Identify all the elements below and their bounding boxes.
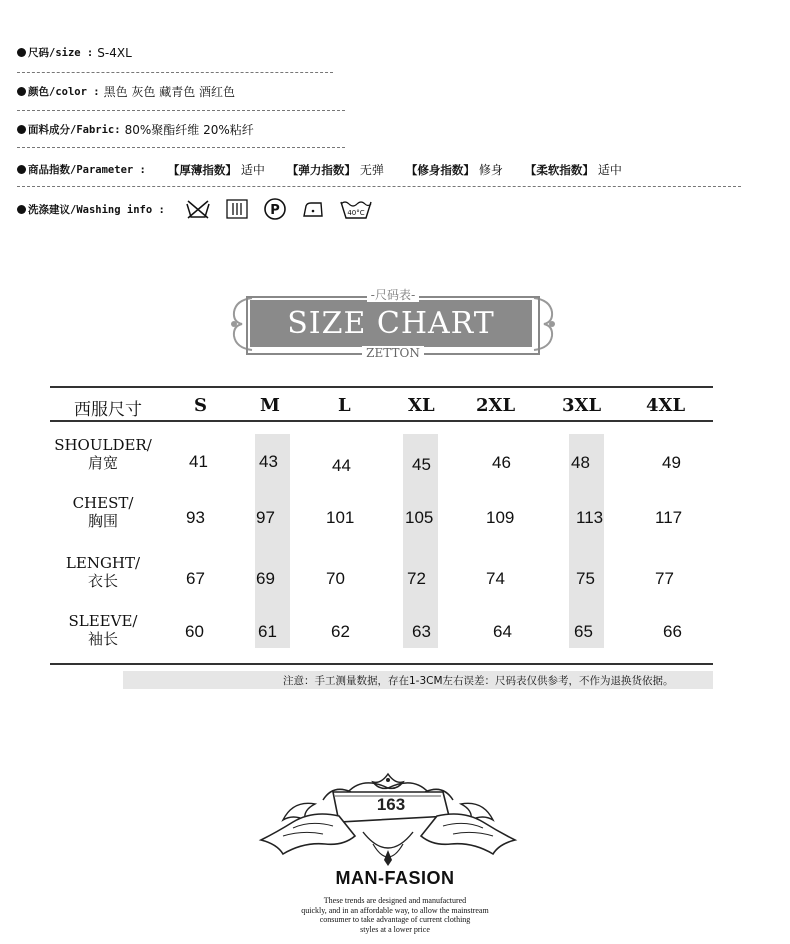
banner-top-label: -尺码表-: [228, 286, 558, 303]
dry-clean-p-icon: [263, 197, 287, 221]
table-bottom-rule: [50, 663, 713, 665]
table-cell: 45: [412, 455, 431, 474]
table-cell: 65: [574, 622, 593, 641]
param-thickness: 【厚薄指数】 适中: [167, 163, 265, 177]
spec-parameter: [17, 161, 622, 178]
spec-parameter-label: 商品指数/Parameter :: [28, 164, 146, 176]
table-cell: 75: [576, 569, 595, 588]
spec-size-value: S-4XL: [97, 45, 132, 60]
row-label-sleeve: SLEEVE/ 袖长: [68, 612, 138, 648]
table-cell: 113: [576, 508, 604, 527]
table-cell: 101: [326, 508, 355, 527]
table-cell: 117: [655, 508, 683, 527]
table-cell: 41: [189, 452, 208, 471]
table-cell: 49: [662, 453, 681, 472]
banner-brand: ZETTON: [228, 346, 558, 360]
bullet-icon: [17, 87, 26, 96]
spec-color: [17, 83, 235, 100]
no-wash-icon: [185, 198, 211, 220]
row-label-chest: CHEST/ 胸围: [72, 494, 134, 530]
row-label-length: LENGHT/ 衣长: [65, 554, 141, 590]
divider: [17, 72, 333, 73]
size-header: XL: [408, 395, 435, 416]
table-cell: 105: [405, 508, 434, 527]
dry-flat-icon: [225, 198, 249, 220]
spec-size-label: 尺码/size :: [28, 47, 94, 59]
banner-title: SIZE CHART: [287, 306, 495, 341]
table-cell: 70: [326, 569, 345, 588]
param-softness: 【柔软指数】 适中: [524, 163, 622, 177]
table-cell: 69: [256, 569, 275, 588]
svg-text:P: P: [270, 203, 280, 218]
table-cell: 74: [486, 569, 505, 588]
table-header-rule: [50, 420, 713, 422]
param-fit: 【修身指数】 修身: [405, 163, 503, 177]
size-table: [50, 386, 713, 665]
table-top-rule: [50, 386, 713, 388]
table-cell: 66: [663, 622, 682, 641]
size-header: S: [194, 395, 207, 416]
table-cell: 97: [256, 508, 275, 527]
spec-washing: [17, 197, 373, 221]
divider: [17, 186, 741, 187]
size-header: 3XL: [562, 395, 602, 416]
table-cell: 63: [412, 622, 431, 641]
spec-fabric-value: 80%聚酯纤维 20%粘纤: [124, 123, 254, 137]
divider: [17, 147, 345, 148]
spec-color-value: 黑色 灰色 藏青色 酒红色: [103, 85, 236, 99]
wash-40-icon: [339, 197, 373, 221]
spec-washing-label: 洗涤建议/Washing info :: [28, 203, 165, 216]
brand-name: MAN-FASION: [335, 868, 455, 888]
size-chart-banner: [228, 286, 558, 364]
table-corner-header: 西服尺寸: [74, 400, 142, 420]
table-cell: 109: [486, 508, 515, 527]
spec-size: [17, 45, 132, 60]
size-header: 2XL: [476, 395, 516, 416]
table-cell: 48: [571, 453, 590, 472]
param-elasticity: 【弹力指数】 无弹: [286, 163, 384, 177]
bullet-icon: [17, 205, 26, 214]
table-cell: 62: [331, 622, 350, 641]
measurement-note: [123, 671, 713, 689]
table-cell: 46: [492, 453, 511, 472]
bullet-icon: [17, 48, 26, 57]
brand-tagline: These trends are designed and manufactured quickly, and in an affordable way, to allow the mainstream consumer to take advantage of current clothing styles at a lower price: [301, 896, 489, 934]
table-cell: 93: [186, 508, 205, 527]
iron-low-icon: [301, 198, 325, 220]
svg-text:40°C: 40°C: [347, 209, 365, 217]
size-header: L: [338, 395, 351, 416]
table-cell: 43: [259, 452, 278, 471]
table-cell: 77: [655, 569, 674, 588]
measurement-note-text: 注意：手工测量数据，存在1-3CM左右误差：尺码表仅供参考，不作为退换货依据。: [283, 675, 674, 687]
table-cell: 67: [186, 569, 205, 588]
spec-fabric: [17, 121, 254, 138]
row-label-shoulder: SHOULDER/ 肩宽: [54, 436, 152, 472]
table-cell: 60: [185, 622, 204, 641]
wash-icons: [185, 197, 373, 221]
table-cell: 72: [407, 569, 426, 588]
size-header: M: [260, 395, 280, 416]
bullet-icon: [17, 125, 26, 134]
bullet-icon: [17, 165, 26, 174]
size-header: 4XL: [646, 395, 686, 416]
table-cell: 64: [493, 622, 512, 641]
divider: [17, 110, 345, 111]
spec-color-label: 颜色/color :: [28, 86, 100, 98]
table-cell: 44: [332, 456, 351, 475]
table-cell: 61: [258, 622, 277, 641]
spec-fabric-label: 面料成分/Fabric:: [28, 124, 121, 136]
logo-number: 163: [376, 795, 406, 814]
